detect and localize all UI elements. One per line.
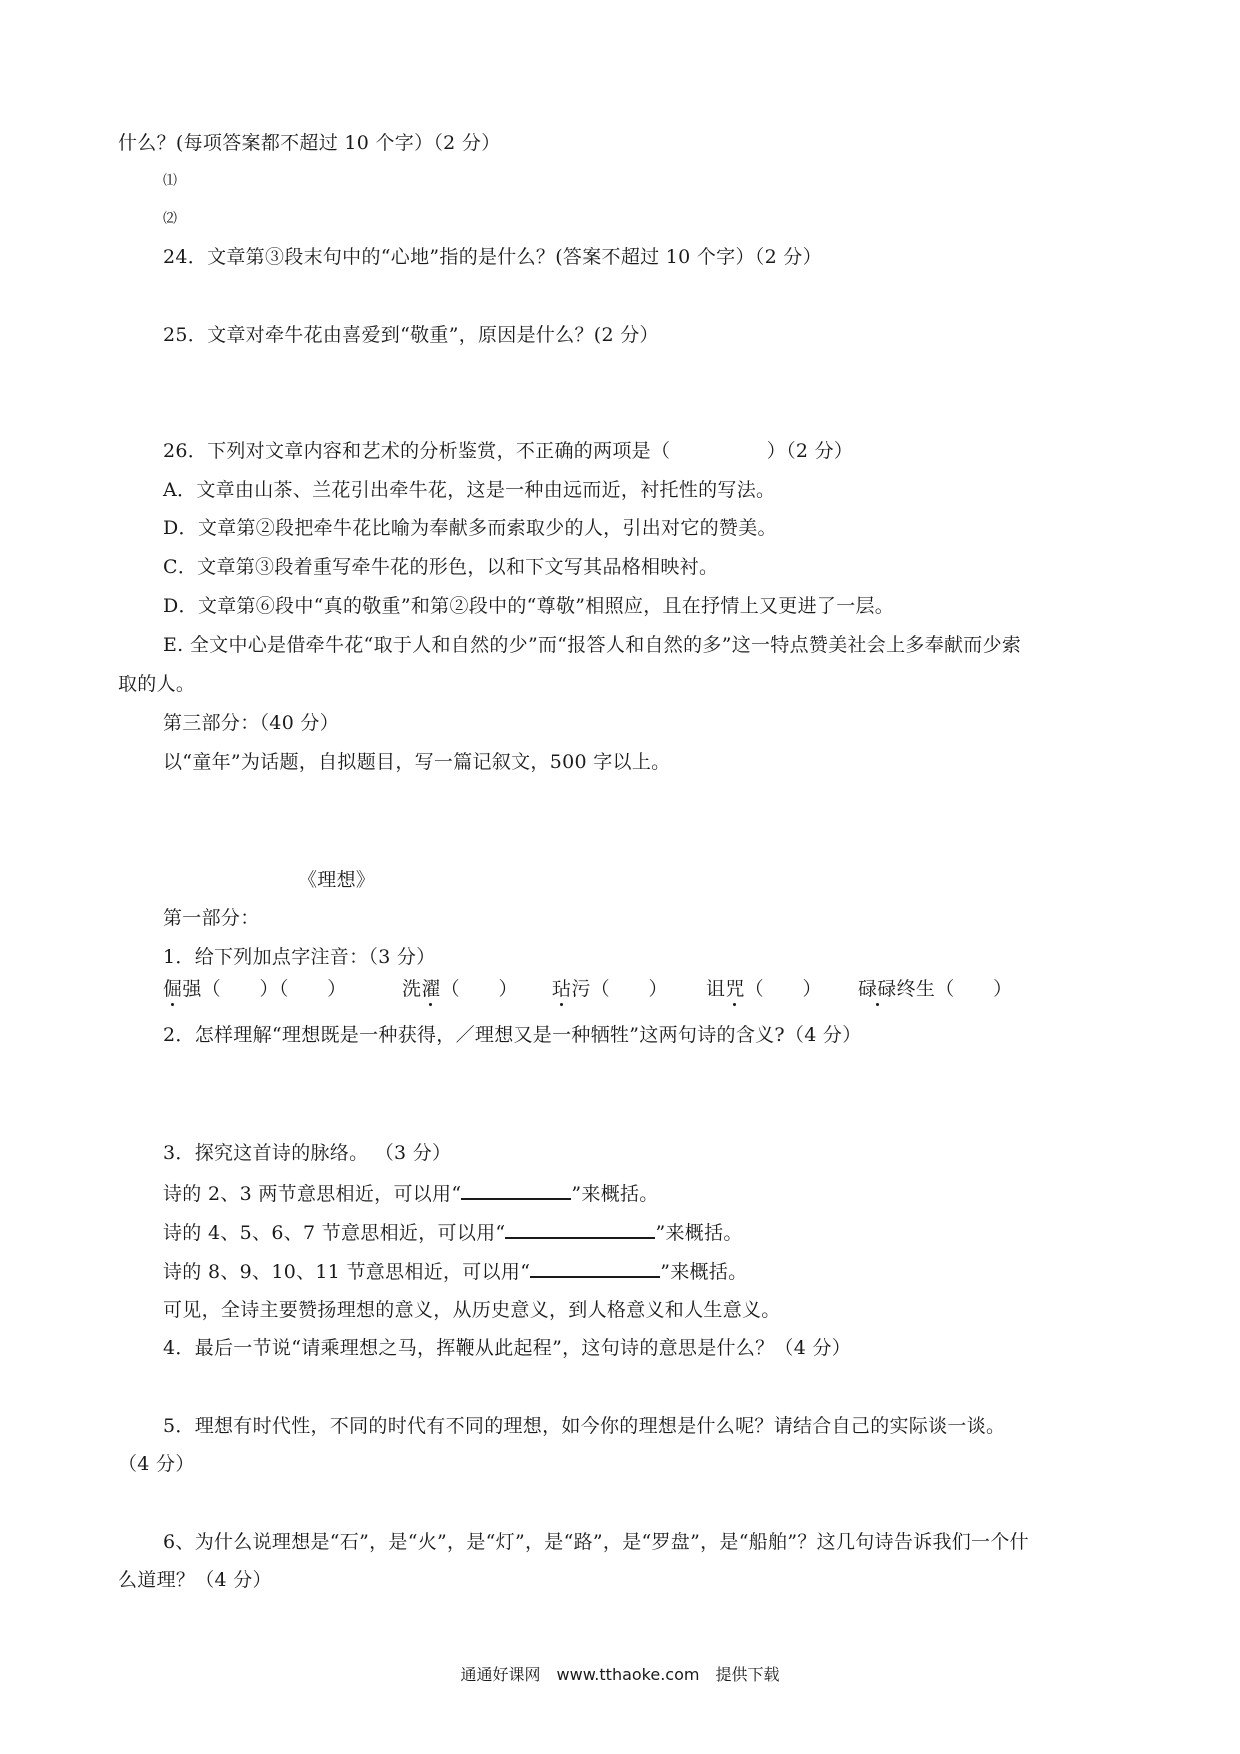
q3-conclusion: 可见，全诗主要赞扬理想的意义，从历史意义，到人格意义和人生意义。 [163, 1299, 781, 1321]
question-25: 25．文章对牵牛花由喜爱到“敬重”，原因是什么？(2 分） [163, 324, 659, 346]
page-footer: 通通好课网 www.tthaoke.com 提供下载 [460, 1665, 780, 1684]
q26-option-d1: D．文章第②段把牵牛花比喻为奉献多而索取少的人，引出对它的赞美。 [163, 517, 777, 539]
answer-blank[interactable] [461, 1180, 571, 1200]
q26-option-c: C．文章第③段着重写牵牛花的形色，以和下文写其品格相映衬。 [163, 556, 719, 578]
q3-fill-3: 诗的 8、9、10、11 节意思相近，可以用“ ”来概括。 [163, 1258, 747, 1285]
question-1: 1．给下列加点字注音：（3 分） [163, 946, 436, 968]
answer-blank[interactable] [530, 1258, 660, 1278]
pinyin-item-4: 诅咒（ ） [706, 978, 822, 1000]
question-26: 26．下列对文章内容和艺术的分析鉴赏，不正确的两项是（ ）（2 分） [163, 440, 854, 462]
question-4: 4．最后一节说“请乘理想之马，挥鞭从此起程”，这句诗的意思是什么？（4 分） [163, 1337, 852, 1359]
q3-fill-2: 诗的 4、5、6、7 节意思相近，可以用“ ”来概括。 [163, 1219, 743, 1246]
q26-option-d2: D．文章第⑥段中“真的敬重”和第②段中的“尊敬”相照应，且在抒情上又更进了一层。 [163, 595, 895, 617]
q26-option-e: E. 全文中心是借牵牛花“取于人和自然的少”而“报答人和自然的多”这一特点赞美社会上多奉献而少索 [163, 634, 1022, 656]
pinyin-item-1: 倔强（ ）（ ） [163, 978, 347, 1000]
question-24: 24．文章第③段末句中的“心地”指的是什么？(答案不超过 10 个字）（2 分） [163, 246, 822, 268]
question-5-score: （4 分） [118, 1453, 195, 1475]
poem-title: 《理想》 [298, 869, 376, 891]
question-5: 5．理想有时代性，不同的时代有不同的理想，如今你的理想是什么呢？请结合自己的实际谈一谈。 [163, 1415, 1006, 1437]
q23-answer-1-label: ⑴ [163, 173, 178, 189]
question-6: 6、为什么说理想是“石”，是“火”，是“灯”，是“路”，是“罗盘”，是“船舶”？这几句诗告诉我们一个什 [163, 1531, 1029, 1553]
pinyin-item-5: 碌碌终生（ ） [858, 978, 1013, 1000]
q23-stem-cont: 什么？(每项答案都不超过 10 个字）（2 分） [118, 132, 501, 154]
q26-option-a: A．文章由山茶、兰花引出牵牛花，这是一种由远而近，衬托性的写法。 [163, 479, 776, 501]
pinyin-item-3: 玷污（ ） [552, 978, 668, 1000]
part-one-heading: 第一部分： [163, 907, 260, 929]
q23-answer-2-label: ⑵ [163, 211, 178, 227]
question-2: 2．怎样理解“理想既是一种获得，／理想又是一种牺牲”这两句诗的含义?（4 分） [163, 1024, 862, 1046]
question-3: 3．探究这首诗的脉络。 （3 分） [163, 1142, 452, 1164]
answer-blank[interactable] [505, 1219, 655, 1239]
question-6-cont: 么道理？（4 分） [118, 1569, 272, 1591]
pinyin-item-2: 洗濯（ ） [402, 978, 518, 1000]
q26-option-e-cont: 取的人。 [118, 673, 196, 695]
part-three-heading: 第三部分：（40 分） [163, 712, 340, 734]
essay-prompt: 以“童年”为话题，自拟题目，写一篇记叙文，500 字以上。 [163, 751, 671, 773]
q3-fill-1: 诗的 2、3 两节意思相近，可以用“ ”来概括。 [163, 1180, 659, 1207]
